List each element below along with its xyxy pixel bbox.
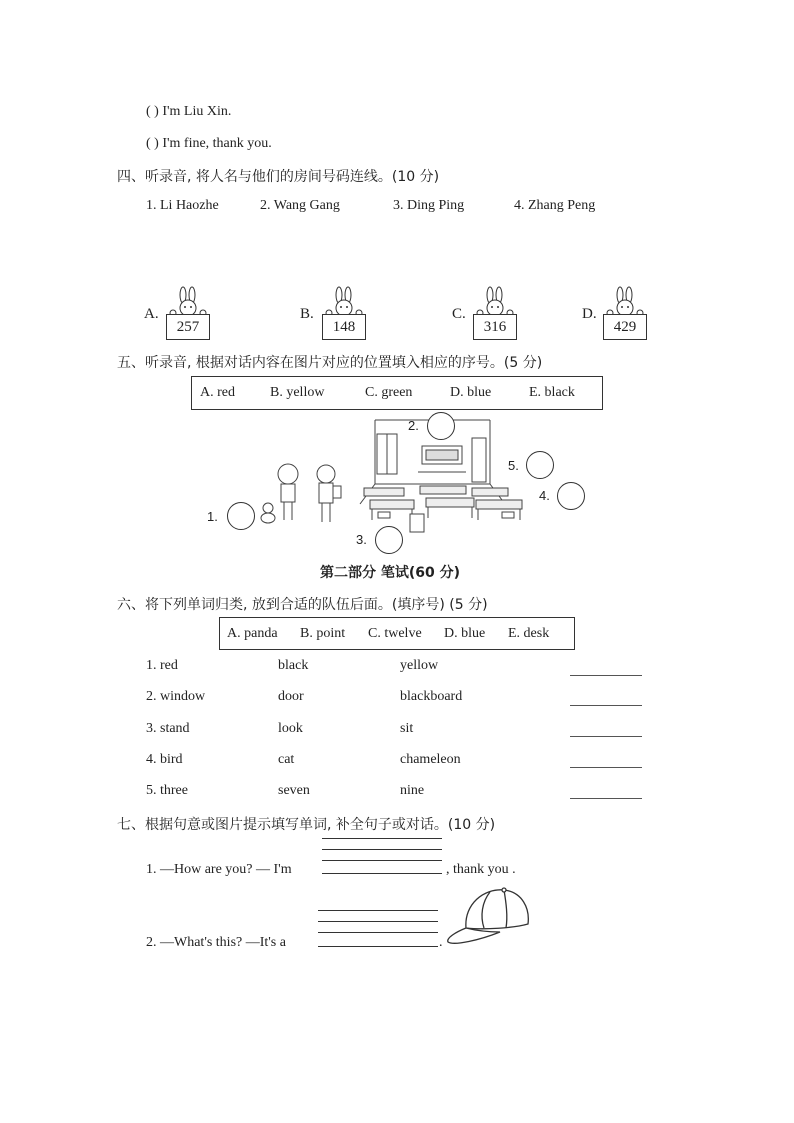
answer-blank-4[interactable]: [570, 767, 642, 768]
name-4[interactable]: 4. Zhang Peng: [514, 198, 596, 213]
room-number-b: 148: [322, 314, 366, 340]
word-option-a: A. panda: [227, 626, 278, 641]
section4-title: 四、听录音, 将人名与他们的房间号码连线。(10 分): [117, 169, 440, 185]
q2-prefix: 2. —What's this? —It's a: [146, 935, 286, 950]
option-text: I'm Liu Xin.: [162, 104, 232, 119]
cap-icon: [444, 884, 532, 948]
row-word: sit: [400, 721, 414, 736]
marker-5: 5.: [508, 458, 519, 473]
room-letter-d: D.: [582, 306, 597, 322]
row-word: 3. stand: [146, 721, 190, 736]
row-word: yellow: [400, 658, 439, 673]
color-option-a: A. red: [200, 385, 235, 400]
answer-circle-1[interactable]: [227, 502, 255, 530]
marker-2: 2.: [408, 418, 419, 433]
row-word: nine: [400, 783, 425, 798]
marker-1: 1.: [207, 509, 218, 524]
color-option-d: D. blue: [450, 385, 492, 400]
word-option-e: E. desk: [508, 626, 550, 641]
word-option-c: C. twelve: [368, 626, 422, 641]
name-1[interactable]: 1. Li Haozhe: [146, 198, 219, 213]
answer-blank-2[interactable]: [570, 705, 642, 706]
answer-paren[interactable]: ( ): [146, 136, 159, 151]
row-word: 5. three: [146, 783, 188, 798]
answer-blank-5[interactable]: [570, 798, 642, 799]
color-option-b: B. yellow: [270, 385, 325, 400]
row-word: seven: [278, 783, 310, 798]
q1-prefix: 1. —How are you? — I'm: [146, 862, 292, 877]
room-sign-b[interactable]: [320, 286, 368, 342]
row-word: blackboard: [400, 689, 463, 704]
row-word: look: [278, 721, 303, 736]
q2-suffix: .: [439, 935, 443, 950]
word-option-d: D. blue: [444, 626, 486, 641]
row-word: chameleon: [400, 752, 461, 767]
word-options-box: [219, 617, 575, 650]
answer-circle-5[interactable]: [526, 451, 554, 479]
answer-paren[interactable]: ( ): [146, 104, 159, 119]
room-sign-d[interactable]: [601, 286, 649, 342]
option-row-1: [146, 104, 231, 120]
marker-4: 4.: [539, 488, 550, 503]
marker-3: 3.: [356, 532, 367, 547]
color-options-box: [191, 376, 603, 410]
section7-title: 七、根据句意或图片提示填写单词, 补全句子或对话。(10 分): [117, 817, 496, 833]
answer-blank-3[interactable]: [570, 736, 642, 737]
q1-suffix: , thank you .: [446, 862, 516, 877]
room-letter-b: B.: [300, 306, 314, 322]
row-word: 1. red: [146, 658, 178, 673]
name-3[interactable]: 3. Ding Ping: [393, 198, 465, 213]
section5-title: 五、听录音, 根据对话内容在图片对应的位置填入相应的序号。(5 分): [117, 355, 543, 371]
row-word: cat: [278, 752, 295, 767]
room-number-a: 257: [166, 314, 210, 340]
option-row-2: [146, 136, 272, 152]
row-word: 4. bird: [146, 752, 183, 767]
answer-circle-2[interactable]: [427, 412, 455, 440]
room-number-c: 316: [473, 314, 517, 340]
part2-title: 第二部分 笔试(60 分): [320, 565, 461, 581]
color-option-c: C. green: [365, 385, 413, 400]
color-option-e: E. black: [529, 385, 575, 400]
room-letter-a: A.: [144, 306, 159, 322]
row-word: 2. window: [146, 689, 206, 704]
name-2[interactable]: 2. Wang Gang: [260, 198, 340, 213]
answer-circle-3[interactable]: [375, 526, 403, 554]
room-letter-c: C.: [452, 306, 466, 322]
classroom-illustration: [250, 414, 540, 534]
section6-title: 六、将下列单词归类, 放到合适的队伍后面。(填序号) (5 分): [117, 597, 488, 613]
option-text: I'm fine, thank you.: [162, 136, 272, 151]
word-option-b: B. point: [300, 626, 346, 641]
answer-blank-1[interactable]: [570, 675, 642, 676]
answer-circle-4[interactable]: [557, 482, 585, 510]
room-sign-c[interactable]: [471, 286, 519, 342]
row-word: black: [278, 658, 309, 673]
room-sign-a[interactable]: [164, 286, 212, 342]
row-word: door: [278, 689, 304, 704]
room-number-d: 429: [603, 314, 647, 340]
